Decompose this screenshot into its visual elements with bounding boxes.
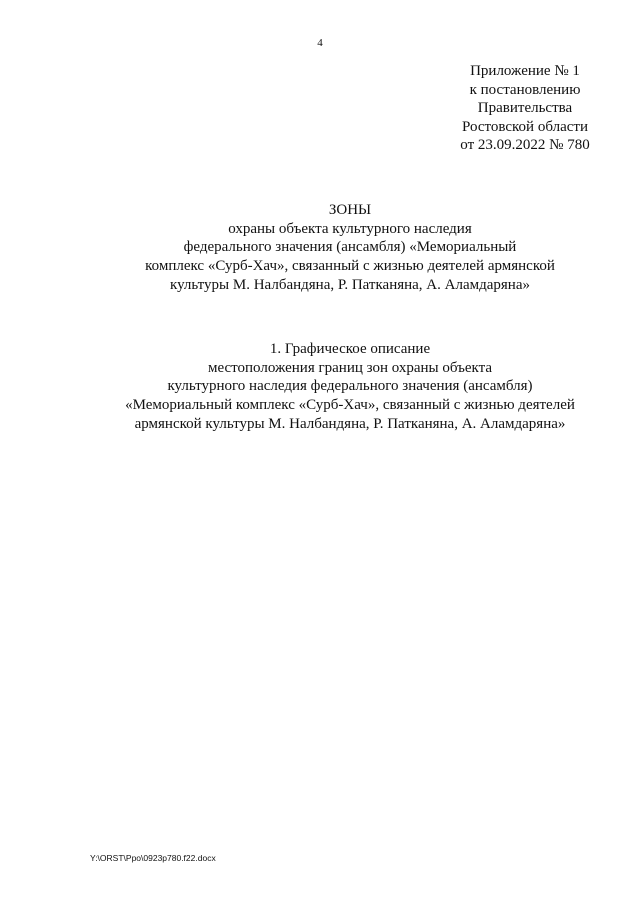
appendix-line: Правительства <box>477 100 573 117</box>
title-line: охраны объекта культурного наследия <box>228 220 472 237</box>
section-line: армянской культуры М. Налбандяна, Р. Патканяна, А. Аламдаряна» <box>134 415 566 432</box>
title-line: федерального значения (ансамбля) «Мемориальный <box>183 239 517 256</box>
section-line: местоположения границ зон охраны объекта <box>207 359 493 376</box>
section-line: 1. Графическое описание <box>269 341 431 357</box>
appendix-line: Приложение № 1 <box>470 63 580 79</box>
document-title <box>60 201 640 295</box>
section-line: культурного наследия федерального значения (ансамбля) <box>167 378 533 395</box>
appendix-line: Ростовской области <box>462 118 588 135</box>
appendix-header <box>430 62 620 155</box>
section-line: «Мемориальный комплекс «Сурб-Хач», связанный с жизнью деятелей <box>125 397 575 414</box>
page-number: 4 <box>317 37 323 49</box>
title-line: комплекс «Сурб-Хач», связанный с жизнью деятелей армянской <box>145 258 555 275</box>
title-heading: ЗОНЫ <box>328 202 372 218</box>
section-heading <box>60 340 640 434</box>
appendix-line: к постановлению <box>469 81 581 98</box>
appendix-line: от 23.09.2022 № 780 <box>460 137 590 154</box>
footer-file-path: Y:\ORST\Ppo\0923p780.f22.docx <box>90 853 216 863</box>
title-line: культуры М. Налбандяна, Р. Патканяна, А. Аламдаряна» <box>170 276 530 293</box>
